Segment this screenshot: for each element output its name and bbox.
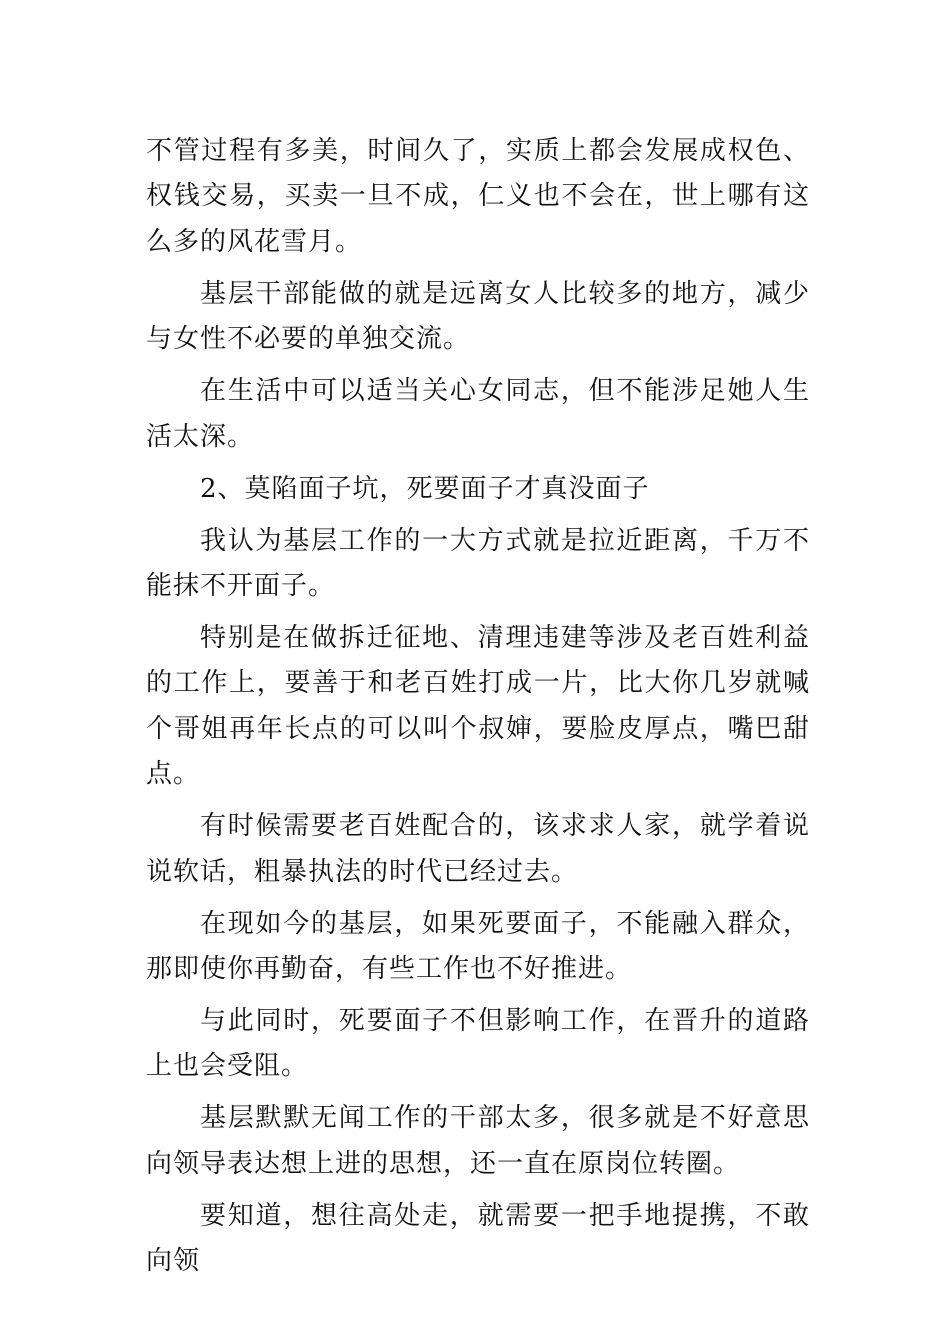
paragraph-10: 基层默默无闻工作的干部太多，很多就是不好意思向领导表达想上进的思想，还一直在原岗位转圈。 (146, 1103, 810, 1179)
paragraph-3: 在生活中可以适当关心女同志，但不能涉足她人生活太深。 (146, 376, 810, 452)
paragraph-1: 不管过程有多美，时间久了，实质上都会发展成权色、权钱交易，买卖一旦不成，仁义也不会在，世上哪有这么多的风花雪月。 (146, 136, 810, 257)
document-body (146, 129, 810, 1291)
paragraph-6: 特别是在做拆迁征地、清理违建等涉及老百姓利益的工作上，要善于和老百姓打成一片，比大你几岁就喊个哥姐再年长点的可以叫个叔婶，要脸皮厚点，嘴巴甜点。 (146, 623, 810, 790)
section-heading: 2、莫陷面子坑，死要面子才真没面子 (200, 473, 650, 504)
paragraph-7: 有时候需要老百姓配合的，该求求人家，就学着说说软话，粗暴执法的时代已经过去。 (146, 811, 810, 887)
paragraph-5: 我认为基层工作的一大方式就是拉近距离，千万不能抹不开面子。 (146, 525, 810, 602)
paragraph-11: 要知道，想往高处走，就需要一把手地提携，不敢向领 (146, 1200, 810, 1277)
paragraph-9: 与此同时，死要面子不但影响工作，在晋升的道路上也会受阻。 (146, 1006, 810, 1082)
paragraph-8: 在现如今的基层，如果死要面子，不能融入群众，那即使你再勤奋，有些工作也不好推进。 (146, 908, 810, 985)
paragraph-2: 基层干部能做的就是远离女人比较多的地方，减少与女性不必要的单独交流。 (146, 278, 810, 355)
